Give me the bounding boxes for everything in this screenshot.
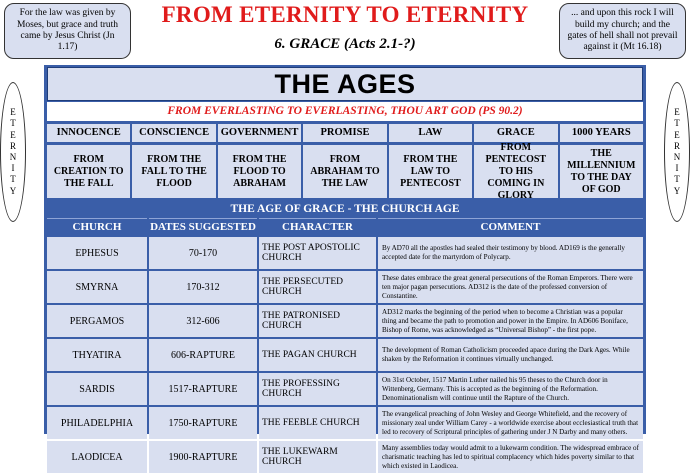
eternity-letter: T [10, 118, 16, 129]
church-name: PERGAMOS [47, 305, 147, 337]
age-description: FROM CREATION TO THE FALL [47, 145, 130, 198]
church-comment: The evangelical preaching of John Wesley and George Whitefield, and the recovery of missionary zeal under William Carey - a worldwide exercise about ecclesiastical truth that led to recovery of Scriptural principles of gathering under J N Darby and many others. [378, 407, 643, 439]
eternity-letter: T [674, 118, 680, 129]
header-church: CHURCH [47, 218, 147, 235]
church-character: THE PAGAN CHURCH [259, 339, 376, 371]
left-quote-text: For the law was given by Moses, but grace and truth came by Jesus Christ (Jn 1.17) [16, 8, 119, 53]
age-name: CONSCIENCE [132, 124, 215, 142]
right-quote-text: ... and upon this rock I will build my church; and the gates of hell shall not prevail against it (Mt 16.18) [567, 8, 678, 53]
age-name: INNOCENCE [47, 124, 130, 142]
age-column-government [218, 124, 301, 198]
church-dates: 606-RAPTURE [149, 339, 257, 371]
age-description: FROM ABRAHAM TO THE LAW [303, 145, 386, 198]
church-character: THE FEEBLE CHURCH [259, 407, 376, 439]
church-dates: 170-312 [149, 271, 257, 303]
table-row [47, 271, 643, 303]
eternity-letter: T [10, 174, 16, 185]
ages-subtitle: FROM EVERLASTING TO EVERLASTING, THOU ART GOD (PS 90.2) [47, 102, 643, 121]
eternity-letter: N [9, 152, 17, 162]
age-name: PROMISE [303, 124, 386, 142]
eternity-letter: I [11, 163, 15, 174]
eternity-letter: R [673, 140, 680, 151]
eternity-left [0, 82, 26, 222]
eternity-letter: N [673, 152, 681, 162]
age-column-millennium [560, 124, 643, 198]
eternity-right [664, 82, 690, 222]
church-comment: The development of Roman Catholicism proceeded apace during the Dark Ages. While shaken by the Reformation it continues virtually unchanged. [378, 339, 643, 371]
header-comment: COMMENT [378, 218, 643, 235]
age-name: GRACE [474, 124, 557, 142]
eternity-letter: E [674, 107, 680, 118]
age-column-grace [474, 124, 557, 201]
age-name: GOVERNMENT [218, 124, 301, 142]
church-character: THE LUKEWARM CHURCH [259, 441, 376, 473]
church-comment: Many assemblies today would admit to a lukewarm condition. The widespread embrace of charismatic teaching has led to spiritual complacency which hides poverty similar to that which existed in Laodicea. [378, 441, 643, 473]
age-name: 1000 YEARS [560, 124, 643, 142]
age-column-promise [303, 124, 386, 198]
church-name: PHILADELPHIA [47, 407, 147, 439]
church-dates: 1750-RAPTURE [149, 407, 257, 439]
page-subtitle: 6. GRACE (Acts 2.1-?) [274, 36, 416, 52]
eternity-letter: E [10, 107, 16, 118]
church-comment: AD312 marks the beginning of the period when to become a Christian was a popular thing and became the path to promotion and power in the Empire. In AD606 Boniface, Bishop of Rome, was acknowledged as “Universal Bishop” - the first pope. [378, 305, 643, 337]
church-dates: 1517-RAPTURE [149, 373, 257, 405]
age-column-innocence [47, 124, 130, 198]
table-row [47, 339, 643, 371]
eternity-letter: E [10, 129, 16, 140]
church-name: LAODICEA [47, 441, 147, 473]
eternity-letter: E [674, 129, 680, 140]
ages-panel [44, 65, 646, 470]
church-comment: On 31st October, 1517 Martin Luther nailed his 95 theses to the Church door in Wittenberg, Germany. This is accepted as the beginning of the Reformation. Denominationalism will continue until the Rapture of the Church. [378, 373, 643, 405]
church-table-header [47, 218, 643, 235]
church-character: THE PERSECUTED CHURCH [259, 271, 376, 303]
eternity-letter: Y [9, 185, 17, 196]
grace-section-title: THE AGE OF GRACE - THE CHURCH AGE [47, 201, 643, 218]
ages-row [47, 124, 643, 201]
right-quote-box [559, 3, 686, 59]
eternity-letter: I [675, 163, 679, 174]
age-description: THE MILLENNIUM TO THE DAY OF GOD [560, 145, 643, 198]
age-column-conscience [132, 124, 215, 198]
table-row [47, 237, 643, 269]
eternity-letter: R [9, 140, 16, 151]
age-description: FROM THE LAW TO PENTECOST [389, 145, 472, 198]
age-description: FROM THE FALL TO THE FLOOD [132, 145, 215, 198]
header-dates: DATES SUGGESTED [149, 218, 257, 235]
church-name: SARDIS [47, 373, 147, 405]
church-comment: These dates embrace the great general persecutions of the Roman Emperors. There were ten major pagan persecutions. AD312 is the date of the professed conversion of Constantine. [378, 271, 643, 303]
ages-title: THE AGES [47, 67, 643, 101]
church-character: THE PATRONISED CHURCH [259, 305, 376, 337]
table-row [47, 407, 643, 439]
eternity-letter: T [674, 174, 680, 185]
church-character: THE POST APOSTOLIC CHURCH [259, 237, 376, 269]
church-name: THYATIRA [47, 339, 147, 371]
eternity-letter: Y [673, 185, 681, 196]
table-row [47, 305, 643, 337]
table-row [47, 441, 643, 473]
age-description: FROM PENTECOST TO HIS COMING IN GLORY [474, 145, 557, 198]
church-dates: 1900-RAPTURE [149, 441, 257, 473]
header-character: CHARACTER [259, 218, 376, 235]
table-row [47, 373, 643, 405]
left-quote-box [4, 3, 131, 59]
church-name: EPHESUS [47, 237, 147, 269]
page-title: FROM ETERNITY TO ETERNITY [161, 2, 529, 27]
age-description: FROM THE FLOOD TO ABRAHAM [218, 145, 301, 198]
church-name: SMYRNA [47, 271, 147, 303]
church-comment: By AD70 all the apostles had sealed their testimony by blood. AD169 is the generally accepted date for the martyrdom of Polycarp. [378, 237, 643, 269]
age-column-law [389, 124, 472, 198]
age-name: LAW [389, 124, 472, 142]
church-character: THE PROFESSING CHURCH [259, 373, 376, 405]
church-dates: 312-606 [149, 305, 257, 337]
church-dates: 70-170 [149, 237, 257, 269]
